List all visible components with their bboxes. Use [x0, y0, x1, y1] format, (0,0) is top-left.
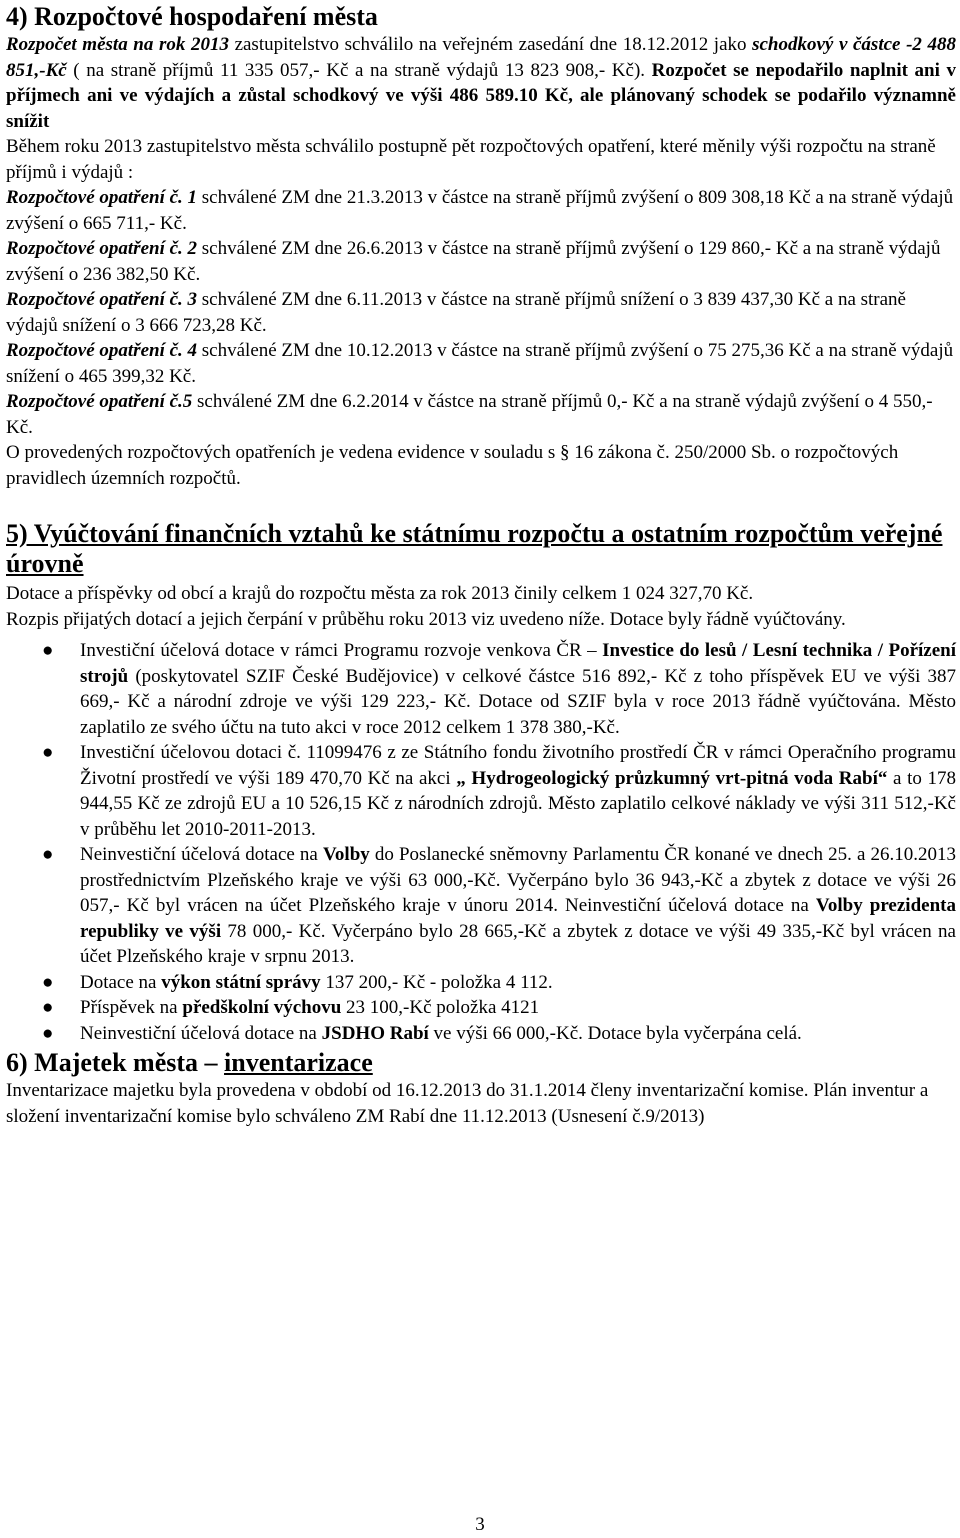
evidence-text: O provedených rozpočtových opatřeních je vedena evidence v souladu s § 16 zákona č. 250/2000 Sb. o rozpočtových pravidlech územních rozpočtů.: [6, 442, 899, 489]
measure-text: schválené ZM dne 6.2.2014 v částce na straně příjmů 0,- Kč a na straně výdajů zvýšení o 4 550,- Kč.: [6, 391, 933, 438]
measure-text: schválené ZM dne 6.11.2013 v částce na straně příjmů snížení o 3 839 437,30 Kč a na straně výdajů snížení o 3 666 723,28 Kč.: [6, 289, 906, 336]
item-bold: Volby: [322, 844, 370, 865]
item-text: Neinvestiční účelová dotace na: [80, 844, 323, 865]
subsidies-summary: Rozpis přijatých dotací a jejich čerpání v průběhu roku 2013 viz uvedeno níže. Dotace byly řádně vyúčtovány.: [6, 608, 846, 630]
measure-item: [6, 185, 956, 236]
during-year-text: Během roku 2013 zastupitelstvo města schválilo postupně pět rozpočtových opatření, které měnily výši rozpočtu na straně příjmů i výdajů :: [6, 136, 936, 183]
item-text: Neinvestiční účelová dotace na: [80, 1022, 322, 1044]
item-text: a to 178 944,55 Kč ze zdrojů EU a 10 526,15 Kč z národních zdrojů. Město zaplatilo celkové náklady ve výši 311 512,-Kč v průběhu let 2010-2011-2013.: [80, 767, 956, 840]
intro-bold-3: Rozpočet se nepodařilo naplnit ani v příjmech ani ve výdajích a zůstal schodkový ve výši 486 589.10 Kč, ale plánovaný schodek se podařilo významně snížit: [6, 59, 956, 132]
section-6-heading-underlined: inventarizace: [224, 1048, 373, 1077]
item-text: (poskytovatel SZIF České Budějovice) v celkové částce 516 892,- Kč z toho příspěvek EU ve výši 387 669,- Kč a národní zdroje ve výši 129 223,- Kč. Dotace od SZIF byla v roce 2013 řádně vyúčtována. Město zaplatilo ze svého účtu na tuto akci v roce 2012 celkem 1 378 380,-Kč.: [80, 665, 956, 738]
measure-item: [6, 236, 956, 287]
item-text: ve výši 66 000,-Kč. Dotace byla vyčerpána celá.: [428, 1022, 802, 1044]
intro-bold-1: Rozpočet města na rok 2013: [6, 34, 229, 55]
item-bold: Investice do lesů / Lesní technika / Pořízení strojů: [80, 640, 956, 687]
bullet-icon: ●: [42, 640, 54, 661]
item-bold: JSDHO Rabí: [321, 1022, 429, 1044]
item-text: Investiční účelovou dotaci č. 11099476 z ze Státního fondu životního prostředí ČR v rámci Operačního programu Životní prostředí ve výši 189 470,70 Kč na akci: [80, 742, 956, 789]
item-text: 23 100,-Kč položka 4121: [341, 997, 540, 1018]
measure-label: Rozpočtové opatření č. 3: [6, 289, 198, 310]
section-4-intro: [6, 32, 956, 134]
measure-label: Rozpočtové opatření č.5: [6, 391, 193, 412]
measure-label: Rozpočtové opatření č. 4: [6, 340, 198, 361]
measure-label: Rozpočtové opatření č. 1: [6, 187, 198, 208]
section-4-heading: 4) Rozpočtové hospodaření města: [6, 2, 378, 31]
item-bold: předškolní výchovu: [182, 997, 342, 1018]
bullet-icon: ●: [42, 971, 54, 993]
list-item: [42, 995, 956, 1021]
bullet-icon: ●: [42, 742, 54, 763]
measure-item: [6, 338, 956, 389]
item-text: 137 200,- Kč - položka 4 112.: [320, 971, 553, 993]
item-bold: Volby prezidenta republiky ve výši: [80, 895, 956, 942]
section-5-heading: 5) Vyúčtování finančních vztahů ke státnímu rozpočtu a ostatním rozpočtům veřejné úrovně: [6, 519, 943, 578]
item-bold: výkon státní správy: [161, 971, 321, 993]
inventory-text: Inventarizace majetku byla provedena v období od 16.12.2013 do 31.1.2014 členy inventarizační komise. Plán inventur a složení inventarizační komise bylo schváleno ZM Rabí dne 11.12.2013 (Usnesení č.9/2013): [6, 1080, 929, 1127]
intro-text-1: zastupitelstvo schválilo na veřejném zasedání dne 18.12.2012 jako: [228, 34, 753, 55]
item-text: do Poslanecké sněmovny Parlamentu ČR konané ve dnech 25. a 26.10.2013 prostřednictvím Plzeňského kraje ve výši 63 000,-Kč. Vyčerpáno bylo 36 943,-Kč a zbytek z dotace ve výši 26 057,- Kč byl vrácen na účet Plzeňského kraje v únoru 2014. Neinvestiční účelová dotace na: [80, 844, 956, 916]
page-number: 3: [475, 1514, 485, 1535]
subsidy-list: [6, 638, 956, 1046]
item-text: 78 000,- Kč. Vyčerpáno bylo 28 665,-Kč a zbytek z dotace ve výši 49 335,-Kč byl vrácen na účet Plzeňského kraje v srpnu 2013.: [80, 920, 956, 967]
measure-label: Rozpočtové opatření č. 2: [6, 238, 198, 259]
intro-bold-2: schodkový v částce -2 488 851,-Kč: [6, 34, 956, 81]
item-text: Dotace na: [80, 971, 162, 993]
bullet-icon: ●: [42, 1022, 54, 1044]
list-item: [42, 970, 956, 996]
bullet-icon: ●: [42, 844, 54, 865]
measure-text: schválené ZM dne 26.6.2013 v částce na straně příjmů zvýšení o 129 860,- Kč a na straně výdajů zvýšení o 236 382,50 Kč.: [6, 238, 941, 285]
list-item: [42, 740, 956, 842]
list-item: [42, 638, 956, 740]
item-bold: „ Hydrogeologický průzkumný vrt-pitná voda Rabí“: [456, 767, 888, 789]
section-6-heading: [6, 1048, 956, 1078]
item-text: Příspěvek na: [80, 997, 183, 1018]
bullet-icon: ●: [42, 997, 54, 1018]
subsidies-total: Dotace a příspěvky od obcí a krajů do rozpočtu města za rok 2013 činily celkem 1 024 327,70 Kč.: [6, 583, 754, 604]
measure-text: schválené ZM dne 10.12.2013 v částce na straně příjmů zvýšení o 75 275,36 Kč a na straně výdajů snížení o 465 399,32 Kč.: [6, 340, 954, 387]
measure-text: schválené ZM dne 21.3.2013 v částce na straně příjmů zvýšení o 809 308,18 Kč a na straně výdajů zvýšení o 665 711,- Kč.: [6, 187, 954, 234]
list-item: [42, 1021, 956, 1047]
measure-item: [6, 287, 956, 338]
intro-text-2: ( na straně příjmů 11 335 057,- Kč a na straně výdajů 13 823 908,- Kč).: [66, 59, 652, 81]
document-page: [6, 0, 956, 1129]
section-6-heading-main: 6) Majetek města –: [6, 1048, 225, 1077]
item-text: Investiční účelová dotace v rámci Programu rozvoje venkova ČR –: [80, 640, 603, 661]
measure-item: [6, 389, 956, 440]
list-item: [42, 842, 956, 970]
